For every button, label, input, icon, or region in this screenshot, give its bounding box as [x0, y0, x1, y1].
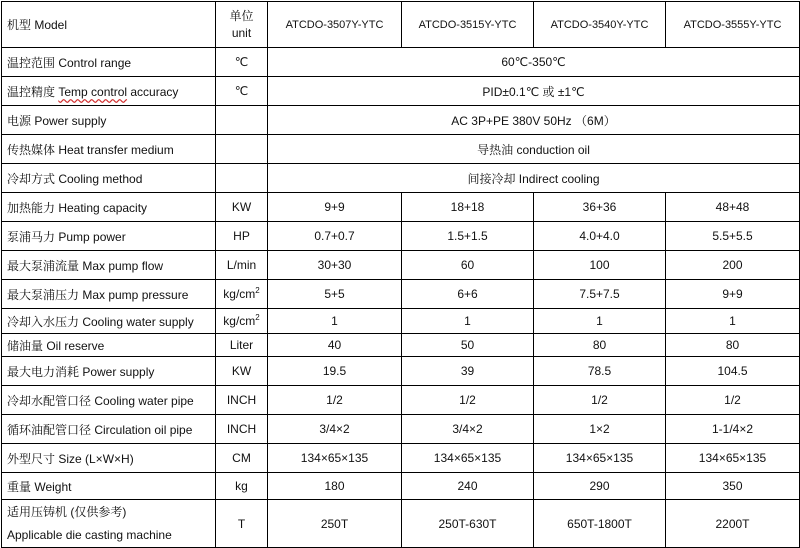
water-pipe-value-1: 1/2	[268, 386, 402, 415]
die-casting-unit: T	[216, 500, 268, 548]
pump-pressure-value-4: 9+9	[666, 280, 800, 309]
row-heating	[2, 193, 800, 222]
unit-header-cn: 单位	[229, 8, 254, 23]
oil-reserve-label: 储油量 Oil reserve	[2, 334, 216, 357]
die-casting-value-4: 2200T	[666, 500, 800, 548]
row-water-pressure	[2, 309, 800, 334]
weight-value-4: 350	[666, 473, 800, 500]
power-supply-unit	[216, 106, 268, 135]
water-pipe-unit: INCH	[216, 386, 268, 415]
model-header: 机型 Model	[2, 2, 216, 48]
oil-pipe-unit: INCH	[216, 415, 268, 444]
pump-pressure-value-3: 7.5+7.5	[534, 280, 666, 309]
weight-unit: kg	[216, 473, 268, 500]
oil-pipe-value-2: 3/4×2	[402, 415, 534, 444]
die-casting-value-1: 250T	[268, 500, 402, 548]
row-oil-reserve	[2, 334, 800, 357]
size-unit: CM	[216, 444, 268, 473]
heating-value-3: 36+36	[534, 193, 666, 222]
pump-power-unit: HP	[216, 222, 268, 251]
water-pressure-value-1: 1	[268, 309, 402, 334]
medium-value: 导热油 conduction oil	[268, 135, 800, 164]
row-pump-flow	[2, 251, 800, 280]
oil-reserve-value-1: 40	[268, 334, 402, 357]
max-power-unit: KW	[216, 357, 268, 386]
water-pipe-value-2: 1/2	[402, 386, 534, 415]
size-value-1: 134×65×135	[268, 444, 402, 473]
model-4: ATCDO-3555Y-YTC	[666, 2, 800, 48]
unit-header	[216, 2, 268, 48]
size-value-3: 134×65×135	[534, 444, 666, 473]
row-oil-pipe	[2, 415, 800, 444]
heating-value-2: 18+18	[402, 193, 534, 222]
medium-label: 传热媒体 Heat transfer medium	[2, 135, 216, 164]
oil-pipe-value-1: 3/4×2	[268, 415, 402, 444]
control-range-unit: ℃	[216, 48, 268, 77]
water-pressure-unit	[216, 309, 268, 334]
row-weight	[2, 473, 800, 500]
pump-power-label: 泵浦马力 Pump power	[2, 222, 216, 251]
accuracy-unit: ℃	[216, 77, 268, 106]
row-pump-power	[2, 222, 800, 251]
control-range-value: 60℃-350℃	[268, 48, 800, 77]
power-supply-label: 电源 Power supply	[2, 106, 216, 135]
heating-unit: KW	[216, 193, 268, 222]
oil-pipe-label: 循环油配管口径 Circulation oil pipe	[2, 415, 216, 444]
pump-flow-value-4: 200	[666, 251, 800, 280]
water-pipe-label: 冷却水配管口径 Cooling water pipe	[2, 386, 216, 415]
water-pressure-unit-sup: 2	[255, 313, 260, 322]
heating-value-1: 9+9	[268, 193, 402, 222]
model-3: ATCDO-3540Y-YTC	[534, 2, 666, 48]
model-2: ATCDO-3515Y-YTC	[402, 2, 534, 48]
water-pipe-value-3: 1/2	[534, 386, 666, 415]
die-casting-value-3: 650T-1800T	[534, 500, 666, 548]
oil-reserve-value-4: 80	[666, 334, 800, 357]
weight-label: 重量 Weight	[2, 473, 216, 500]
water-pressure-label: 冷却入水压力 Cooling water supply	[2, 309, 216, 334]
water-pressure-value-2: 1	[402, 309, 534, 334]
row-control-range	[2, 48, 800, 77]
pump-flow-value-2: 60	[402, 251, 534, 280]
oil-reserve-value-3: 80	[534, 334, 666, 357]
cooling-value: 间接冷却 Indirect cooling	[268, 164, 800, 193]
max-power-value-2: 39	[402, 357, 534, 386]
row-medium	[2, 135, 800, 164]
cooling-unit	[216, 164, 268, 193]
accuracy-label-underlined: Temp control	[58, 84, 128, 99]
pump-pressure-unit-base: kg/cm	[223, 287, 256, 301]
size-value-2: 134×65×135	[402, 444, 534, 473]
header-row	[2, 2, 800, 48]
heating-label: 加热能力 Heating capacity	[2, 193, 216, 222]
row-water-pipe	[2, 386, 800, 415]
accuracy-label	[2, 77, 216, 106]
max-power-value-1: 19.5	[268, 357, 402, 386]
water-pressure-value-4: 1	[666, 309, 800, 334]
pump-pressure-unit-sup: 2	[255, 286, 260, 295]
row-accuracy	[2, 77, 800, 106]
unit-header-en: unit	[231, 25, 252, 40]
max-power-value-3: 78.5	[534, 357, 666, 386]
accuracy-label-prefix: 温控精度	[7, 84, 59, 99]
accuracy-value: PID±0.1℃ 或 ±1℃	[268, 77, 800, 106]
pump-flow-unit: L/min	[216, 251, 268, 280]
pump-pressure-label: 最大泵浦压力 Max pump pressure	[2, 280, 216, 309]
die-casting-value-2: 250T-630T	[402, 500, 534, 548]
die-casting-label	[2, 500, 216, 548]
model-1: ATCDO-3507Y-YTC	[268, 2, 402, 48]
pump-pressure-value-1: 5+5	[268, 280, 402, 309]
power-supply-value: AC 3P+PE 380V 50Hz （6M）	[268, 106, 800, 135]
pump-power-value-1: 0.7+0.7	[268, 222, 402, 251]
pump-flow-value-3: 100	[534, 251, 666, 280]
oil-reserve-unit: Liter	[216, 334, 268, 357]
heating-value-4: 48+48	[666, 193, 800, 222]
die-casting-label-en: Applicable die casting machine	[7, 527, 172, 542]
oil-reserve-value-2: 50	[402, 334, 534, 357]
row-max-power	[2, 357, 800, 386]
row-die-casting	[2, 500, 800, 548]
water-pressure-unit-base: kg/cm	[223, 314, 256, 328]
pump-power-value-3: 4.0+4.0	[534, 222, 666, 251]
medium-unit	[216, 135, 268, 164]
pump-pressure-unit	[216, 280, 268, 309]
size-label: 外型尺寸 Size (L×W×H)	[2, 444, 216, 473]
water-pressure-value-3: 1	[534, 309, 666, 334]
control-range-label: 温控范围 Control range	[2, 48, 216, 77]
pump-power-value-4: 5.5+5.5	[666, 222, 800, 251]
size-value-4: 134×65×135	[666, 444, 800, 473]
row-power-supply	[2, 106, 800, 135]
weight-value-2: 240	[402, 473, 534, 500]
pump-flow-label: 最大泵浦流量 Max pump flow	[2, 251, 216, 280]
water-pipe-value-4: 1/2	[666, 386, 800, 415]
spec-table	[1, 1, 800, 548]
cooling-label: 冷却方式 Cooling method	[2, 164, 216, 193]
max-power-value-4: 104.5	[666, 357, 800, 386]
row-pump-pressure	[2, 280, 800, 309]
max-power-label: 最大电力消耗 Power supply	[2, 357, 216, 386]
pump-flow-value-1: 30+30	[268, 251, 402, 280]
row-size	[2, 444, 800, 473]
oil-pipe-value-3: 1×2	[534, 415, 666, 444]
pump-power-value-2: 1.5+1.5	[402, 222, 534, 251]
weight-value-1: 180	[268, 473, 402, 500]
oil-pipe-value-4: 1-1/4×2	[666, 415, 800, 444]
pump-pressure-value-2: 6+6	[402, 280, 534, 309]
weight-value-3: 290	[534, 473, 666, 500]
die-casting-label-cn: 适用压铸机 (仅供参考)	[7, 504, 127, 519]
accuracy-label-suffix: accuracy	[127, 84, 179, 99]
row-cooling	[2, 164, 800, 193]
